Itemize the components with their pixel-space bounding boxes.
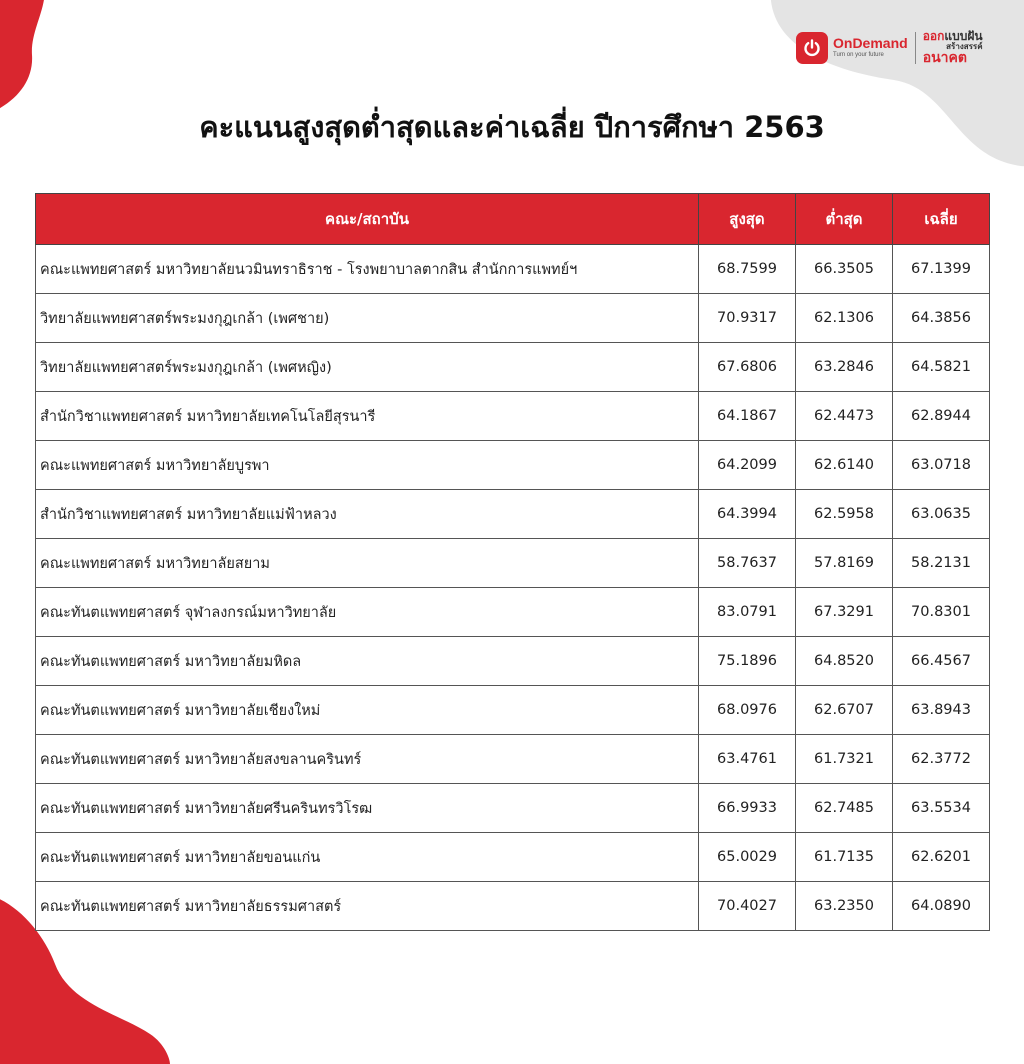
min-score: 66.3505 bbox=[796, 245, 893, 294]
min-score: 63.2350 bbox=[796, 882, 893, 931]
max-score: 67.6806 bbox=[699, 343, 796, 392]
brand-name: OnDemand bbox=[833, 35, 908, 51]
ondemand-logo bbox=[833, 36, 908, 59]
faculty-name: วิทยาลัยแพทยศาสตร์พระมงกุฎเกล้า (เพศชาย) bbox=[36, 294, 699, 343]
decorative-gray-blob bbox=[734, 0, 1024, 180]
campaign-logo-word-3: สร้างสรรค์ bbox=[946, 42, 983, 51]
avg-score: 66.4567 bbox=[893, 637, 990, 686]
avg-score: 63.5534 bbox=[893, 784, 990, 833]
max-score: 75.1896 bbox=[699, 637, 796, 686]
max-score: 64.1867 bbox=[699, 392, 796, 441]
faculty-name: คณะทันตแพทยศาสตร์ มหาวิทยาลัยสงขลานครินทร์ bbox=[36, 735, 699, 784]
avg-score: 62.6201 bbox=[893, 833, 990, 882]
faculty-name: สำนักวิชาแพทยศาสตร์ มหาวิทยาลัยแม่ฟ้าหลวง bbox=[36, 490, 699, 539]
campaign-logo bbox=[923, 30, 983, 65]
faculty-name: คณะแพทยศาสตร์ มหาวิทยาลัยบูรพา bbox=[36, 441, 699, 490]
max-score: 68.0976 bbox=[699, 686, 796, 735]
max-score: 64.3994 bbox=[699, 490, 796, 539]
faculty-name: คณะแพทยศาสตร์ มหาวิทยาลัยสยาม bbox=[36, 539, 699, 588]
brand-tagline: Turn on your future bbox=[833, 52, 884, 58]
table-row bbox=[36, 294, 990, 343]
table-row bbox=[36, 245, 990, 294]
avg-score: 64.0890 bbox=[893, 882, 990, 931]
table-row bbox=[36, 392, 990, 441]
max-score: 58.7637 bbox=[699, 539, 796, 588]
decorative-red-blob-top bbox=[0, 0, 80, 120]
table-header-row bbox=[36, 194, 990, 245]
header-faculty: คณะ/สถาบัน bbox=[36, 194, 699, 245]
faculty-name: วิทยาลัยแพทยศาสตร์พระมงกุฎเกล้า (เพศหญิง) bbox=[36, 343, 699, 392]
avg-score: 63.0635 bbox=[893, 490, 990, 539]
min-score: 62.7485 bbox=[796, 784, 893, 833]
table-row bbox=[36, 539, 990, 588]
avg-score: 64.5821 bbox=[893, 343, 990, 392]
brand-logos bbox=[796, 30, 983, 65]
campaign-logo-word-4: อนาคต bbox=[922, 50, 967, 66]
faculty-name: คณะทันตแพทยศาสตร์ มหาวิทยาลัยศรีนครินทรวิโรฒ bbox=[36, 784, 699, 833]
campaign-logo-word-1: ออก bbox=[922, 29, 945, 43]
page-title: คะแนนสูงสุดต่ำสุดและค่าเฉลี่ย ปีการศึกษา 2563 bbox=[199, 110, 825, 144]
table-row bbox=[36, 588, 990, 637]
table-row bbox=[36, 882, 990, 931]
avg-score: 67.1399 bbox=[893, 245, 990, 294]
max-score: 63.4761 bbox=[699, 735, 796, 784]
faculty-name: คณะทันตแพทยศาสตร์ มหาวิทยาลัยมหิดล bbox=[36, 637, 699, 686]
max-score: 65.0029 bbox=[699, 833, 796, 882]
min-score: 62.6707 bbox=[796, 686, 893, 735]
min-score: 63.2846 bbox=[796, 343, 893, 392]
header-min: ต่ำสุด bbox=[796, 194, 893, 245]
min-score: 62.1306 bbox=[796, 294, 893, 343]
min-score: 62.6140 bbox=[796, 441, 893, 490]
logo-divider bbox=[915, 32, 916, 64]
avg-score: 58.2131 bbox=[893, 539, 990, 588]
max-score: 66.9933 bbox=[699, 784, 796, 833]
table-row bbox=[36, 441, 990, 490]
min-score: 57.8169 bbox=[796, 539, 893, 588]
avg-score: 63.8943 bbox=[893, 686, 990, 735]
campaign-logo-word-2: แบบฝัน bbox=[944, 29, 983, 43]
min-score: 67.3291 bbox=[796, 588, 893, 637]
faculty-name: คณะแพทยศาสตร์ มหาวิทยาลัยนวมินทราธิราช - โรงพยาบาลตากสิน สำนักการแพทย์ฯ bbox=[36, 245, 699, 294]
max-score: 83.0791 bbox=[699, 588, 796, 637]
table-row bbox=[36, 735, 990, 784]
table-row bbox=[36, 637, 990, 686]
faculty-name: คณะทันตแพทยศาสตร์ มหาวิทยาลัยธรรมศาสตร์ bbox=[36, 882, 699, 931]
min-score: 64.8520 bbox=[796, 637, 893, 686]
header-max: สูงสุด bbox=[699, 194, 796, 245]
avg-score: 62.3772 bbox=[893, 735, 990, 784]
min-score: 62.4473 bbox=[796, 392, 893, 441]
max-score: 70.9317 bbox=[699, 294, 796, 343]
header-avg: เฉลี่ย bbox=[893, 194, 990, 245]
faculty-name: สำนักวิชาแพทยศาสตร์ มหาวิทยาลัยเทคโนโลยีสุรนารี bbox=[36, 392, 699, 441]
faculty-name: คณะทันตแพทยศาสตร์ มหาวิทยาลัยเชียงใหม่ bbox=[36, 686, 699, 735]
table-row bbox=[36, 686, 990, 735]
min-score: 61.7135 bbox=[796, 833, 893, 882]
max-score: 70.4027 bbox=[699, 882, 796, 931]
power-icon bbox=[796, 32, 828, 64]
faculty-name: คณะทันตแพทยศาสตร์ มหาวิทยาลัยขอนแก่น bbox=[36, 833, 699, 882]
avg-score: 62.8944 bbox=[893, 392, 990, 441]
min-score: 61.7321 bbox=[796, 735, 893, 784]
avg-score: 63.0718 bbox=[893, 441, 990, 490]
table-row bbox=[36, 490, 990, 539]
table-row bbox=[36, 833, 990, 882]
max-score: 64.2099 bbox=[699, 441, 796, 490]
table-row bbox=[36, 784, 990, 833]
table-row bbox=[36, 343, 990, 392]
scores-table bbox=[35, 193, 990, 931]
avg-score: 64.3856 bbox=[893, 294, 990, 343]
max-score: 68.7599 bbox=[699, 245, 796, 294]
faculty-name: คณะทันตแพทยศาสตร์ จุฬาลงกรณ์มหาวิทยาลัย bbox=[36, 588, 699, 637]
avg-score: 70.8301 bbox=[893, 588, 990, 637]
min-score: 62.5958 bbox=[796, 490, 893, 539]
